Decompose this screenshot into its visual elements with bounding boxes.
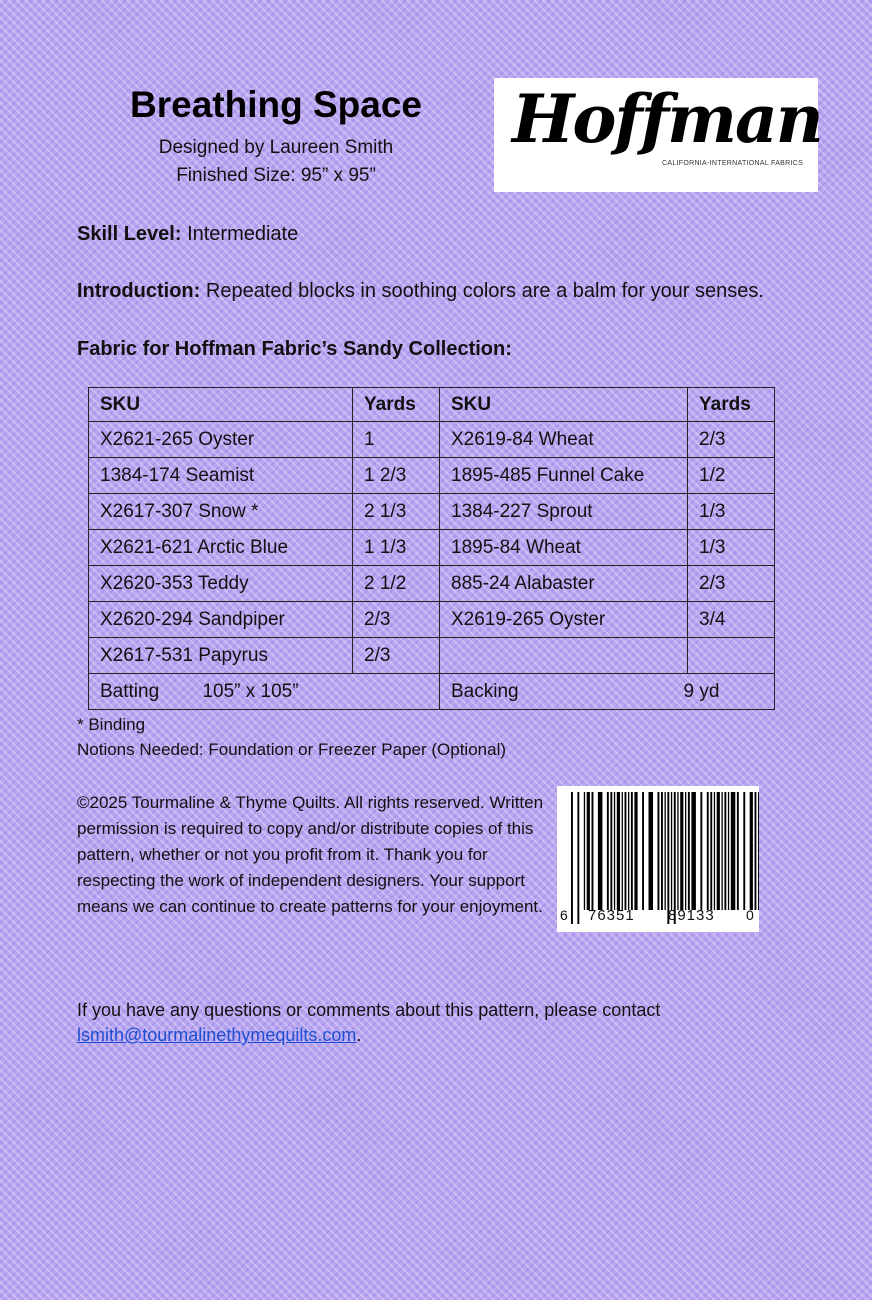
table-row — [89, 638, 775, 674]
header-yards-1: Yards — [353, 388, 440, 422]
barcode-bar — [622, 792, 623, 910]
barcode-bar — [737, 792, 739, 910]
barcode-bar — [707, 792, 709, 910]
barcode-bar — [642, 792, 644, 910]
barcode-bar — [680, 792, 683, 910]
sku-cell: X2617-531 Papyrus — [89, 638, 353, 674]
barcode-bar — [685, 792, 686, 910]
barcode-bar — [661, 792, 663, 910]
intro-label: Introduction: — [77, 280, 201, 302]
intro-value: Repeated blocks in soothing colors are a balm for your senses. — [205, 280, 764, 302]
table-row — [89, 458, 775, 494]
skill-level — [77, 223, 298, 246]
barcode-bar — [700, 792, 702, 910]
barcode-bar — [714, 792, 715, 910]
barcode-bar — [724, 792, 726, 910]
barcode — [557, 786, 759, 932]
sku-cell: X2621-621 Arctic Blue — [89, 530, 353, 566]
skill-label: Skill Level: — [77, 223, 182, 245]
backing-value: 9 yd — [683, 680, 720, 702]
sku-cell: 1895-84 Wheat — [440, 530, 688, 566]
barcode-bar — [634, 792, 637, 910]
logo-wordmark: Hoffman — [512, 80, 822, 158]
barcode-bar — [728, 792, 729, 910]
barcode-bar — [631, 792, 633, 910]
logo-tagline: CALIFORNIA-INTERNATIONAL FABRICS — [662, 160, 804, 167]
barcode-bar — [758, 792, 759, 910]
barcode-bar — [691, 792, 696, 910]
yards-cell: 1 1/3 — [353, 530, 440, 566]
yards-cell: 1/3 — [688, 530, 775, 566]
barcode-bar — [587, 792, 590, 910]
barcode-bar — [625, 792, 627, 910]
batting-cell — [89, 674, 440, 710]
copyright-paragraph: ©2025 Tourmaline & Thyme Quilts. All rights reserved. Written permission is required to copy and/or distribute copies of this pattern, whether or not you profit from it. Thank you for respecting the work of independent designers. Your support means we can continue to create patterns for your enjoyment. — [77, 793, 544, 916]
barcode-bar — [688, 792, 690, 910]
barcode-bar — [667, 792, 669, 924]
contact-line — [77, 1025, 361, 1046]
table-row — [89, 422, 775, 458]
notions-note: Notions Needed: Foundation or Freezer Paper (Optional) — [77, 740, 507, 759]
fabric-table — [88, 387, 775, 710]
yards-cell: 2/3 — [353, 602, 440, 638]
barcode-group-right: 89133 — [668, 907, 715, 924]
barcode-bar — [658, 792, 660, 910]
sku-cell — [440, 638, 688, 674]
barcode-bar — [710, 792, 712, 910]
barcode-bar — [617, 792, 620, 910]
table-row — [89, 530, 775, 566]
barcode-bar — [607, 792, 609, 910]
header-yards-2: Yards — [688, 388, 775, 422]
barcode-bar — [592, 792, 594, 910]
barcode-bar — [743, 792, 745, 910]
barcode-group-left: 76351 — [588, 907, 635, 924]
table-row — [89, 566, 775, 602]
yards-cell: 1 2/3 — [353, 458, 440, 494]
barcode-bar — [755, 792, 757, 910]
header-sku-1: SKU — [89, 388, 353, 422]
barcode-bar — [610, 792, 612, 910]
yards-cell: 2/3 — [688, 566, 775, 602]
contact-email-link[interactable]: lsmith@tourmalinethymequilts.com — [77, 1025, 357, 1045]
barcode-bar — [731, 792, 736, 910]
yards-cell: 1/2 — [688, 458, 775, 494]
header-sku-2: SKU — [440, 388, 688, 422]
designer-credit: Designed by Laureen Smith — [158, 137, 394, 158]
pattern-title: Breathing Space — [130, 84, 422, 125]
barcode-bar — [571, 792, 573, 924]
sku-cell: X2620-353 Teddy — [89, 566, 353, 602]
yards-cell: 2 1/2 — [353, 566, 440, 602]
table-header-row — [89, 388, 775, 422]
table-row — [89, 602, 775, 638]
backing-label: Backing — [451, 680, 519, 702]
barcode-bar — [722, 792, 723, 910]
yards-cell: 1 — [353, 422, 440, 458]
introduction — [77, 280, 764, 303]
batting-label: Batting — [100, 680, 160, 702]
yards-cell: 3/4 — [688, 602, 775, 638]
sku-cell: 885-24 Alabaster — [440, 566, 688, 602]
sku-cell: X2621-265 Oyster — [89, 422, 353, 458]
yards-cell — [688, 638, 775, 674]
binding-note: * Binding — [77, 715, 146, 734]
backing-cell — [440, 674, 775, 710]
contact-period: . — [356, 1025, 362, 1045]
barcode-bar — [750, 792, 753, 910]
barcode-bar — [628, 792, 629, 910]
barcode-bar — [665, 792, 666, 910]
contact-text: If you have any questions or comments about this pattern, please contact — [77, 1000, 661, 1020]
yards-cell: 2/3 — [353, 638, 440, 674]
barcode-bar — [674, 792, 676, 924]
fabric-heading: Fabric for Hoffman Fabric’s Sandy Collection: — [77, 338, 512, 360]
barcode-bar — [598, 792, 603, 910]
sku-cell: X2620-294 Sandpiper — [89, 602, 353, 638]
skill-value: Intermediate — [187, 223, 299, 245]
barcode-bar — [671, 792, 672, 910]
yards-cell: 2 1/3 — [353, 494, 440, 530]
sku-cell: 1384-174 Seamist — [89, 458, 353, 494]
finished-size: Finished Size: 95” x 95” — [176, 165, 376, 186]
barcode-digit-first: 6 — [560, 907, 568, 923]
barcode-bar — [717, 792, 720, 910]
barcode-bar — [614, 792, 615, 910]
sku-cell: 1895-485 Funnel Cake — [440, 458, 688, 494]
barcode-bar — [577, 792, 579, 924]
sku-cell: X2619-265 Oyster — [440, 602, 688, 638]
sku-cell: 1384-227 Sprout — [440, 494, 688, 530]
barcode-bar — [584, 792, 585, 910]
table-row — [89, 494, 775, 530]
barcode-bar — [677, 792, 678, 910]
sku-cell: X2619-84 Wheat — [440, 422, 688, 458]
yards-cell: 2/3 — [688, 422, 775, 458]
barcode-digit-last: 0 — [746, 907, 754, 923]
sku-cell: X2617-307 Snow * — [89, 494, 353, 530]
batting-value: 105” x 105” — [202, 680, 299, 702]
hoffman-logo — [494, 78, 822, 192]
barcode-bar — [649, 792, 654, 910]
batting-backing-row — [89, 674, 775, 710]
yards-cell: 1/3 — [688, 494, 775, 530]
